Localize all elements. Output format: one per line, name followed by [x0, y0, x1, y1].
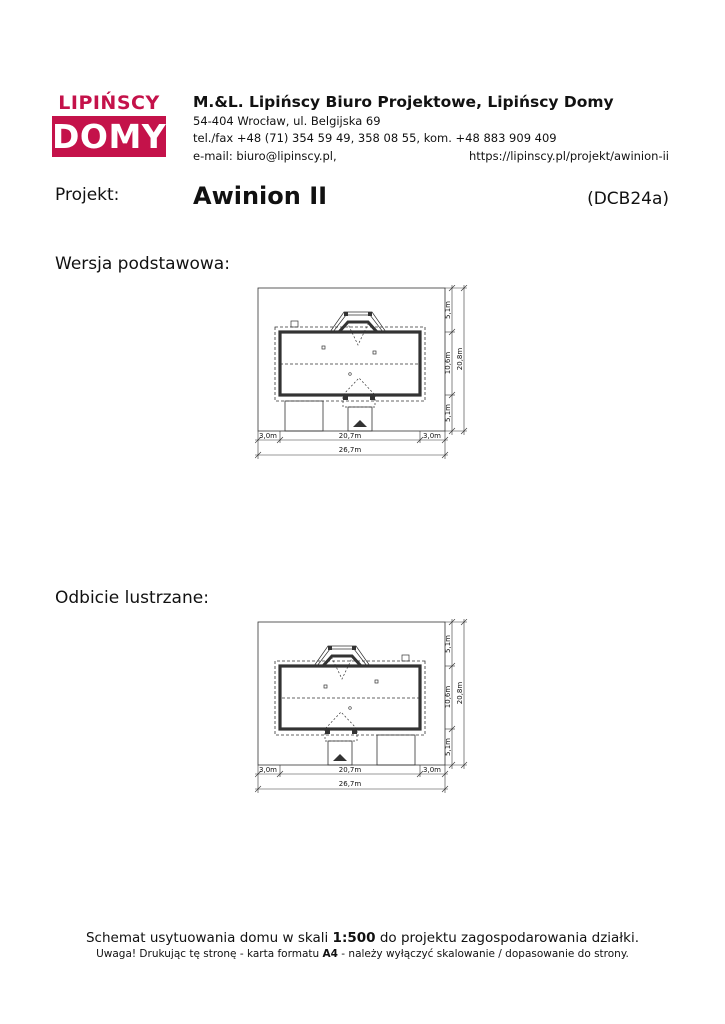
dim-house-depth: 10,6m [444, 685, 452, 709]
footer-scale-text-post: do projektu zagospodarowania działki. [375, 930, 640, 946]
dim-house-width: 20,7m [338, 432, 362, 440]
company-email[interactable]: e-mail: biuro@lipinscy.pl, [193, 149, 337, 163]
company-name: M.&L. Lipińscy Biuro Projektowe, Lipińscy Domy [193, 93, 614, 111]
project-label: Projekt: [55, 185, 120, 205]
site-plan-basic [255, 285, 471, 461]
footer-warning-text-pre: Uwaga! Drukując tę stronę - karta formatu [96, 948, 323, 960]
project-name: Awinion II [193, 182, 328, 210]
plot-boundary [258, 288, 445, 431]
house-footprint [275, 312, 425, 431]
dim-total-width: 26,7m [338, 446, 362, 454]
company-phone: tel./fax +48 (71) 354 59 49, 358 08 55, kom. +48 883 909 409 [193, 131, 557, 145]
dim-bottom-margin: 5,1m [444, 404, 452, 422]
dim-top-margin: 5,1m [444, 635, 452, 653]
section-title-basic: Wersja podstawowa: [55, 254, 230, 274]
dim-house-depth: 10,6m [444, 351, 452, 375]
dim-top-margin: 5,1m [444, 301, 452, 319]
dim-left-margin: 3,0m [259, 432, 277, 440]
dim-left-margin: 3,0m [259, 766, 277, 774]
dim-right-margin: 3,0m [423, 432, 441, 440]
company-address: 54-404 Wrocław, ul. Belgijska 69 [193, 114, 381, 128]
logo-text-top: LIPIŃSCY [58, 92, 160, 114]
dim-right-margin: 3,0m [423, 766, 441, 774]
dim-house-width: 20,7m [338, 766, 362, 774]
company-logo [52, 92, 166, 157]
footer-scale-note [0, 930, 725, 946]
dim-total-depth: 20,8m [456, 347, 464, 371]
footer-print-warning [0, 948, 725, 960]
site-plan-mirror [255, 619, 471, 795]
plot-boundary [258, 622, 445, 765]
footer-warning-text-post: - należy wyłączyć skalowanie / dopasowanie do strony. [337, 948, 629, 960]
dim-total-depth: 20,8m [456, 681, 464, 705]
logo-text-bottom: DOMY [52, 117, 167, 156]
footer-scale-text-pre: Schemat usytuowania domu w skali [85, 930, 333, 946]
section-title-mirror: Odbicie lustrzane: [55, 588, 209, 608]
dim-total-width: 26,7m [338, 780, 362, 788]
project-code: (DCB24a) [587, 189, 669, 209]
dim-bottom-margin: 5,1m [444, 738, 452, 756]
house-footprint [275, 646, 425, 765]
footer-warning-format: A4 [322, 948, 338, 960]
footer-scale-value: 1:500 [332, 930, 376, 946]
company-website-link[interactable]: https://lipinscy.pl/projekt/awinion-ii [468, 149, 669, 163]
